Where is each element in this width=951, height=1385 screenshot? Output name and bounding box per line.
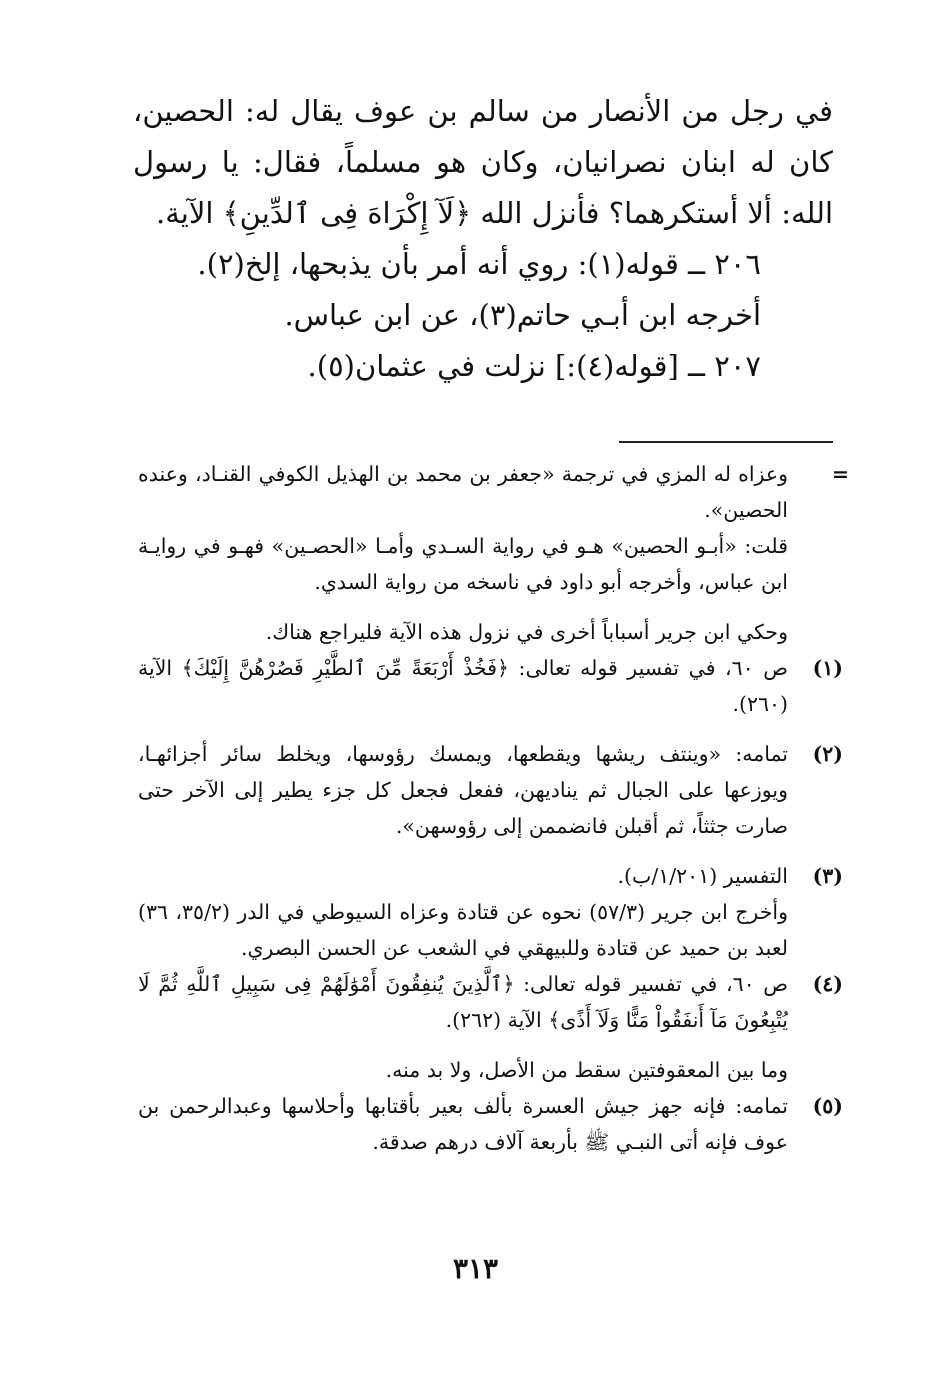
footnote-4 [138, 966, 843, 1038]
footnote-1 [138, 650, 843, 722]
footnote-cont-3: وحكي ابن جرير أسباباً أخرى في نزول هذه الآية فليراجع هناك. [265, 620, 788, 644]
footnote-continuation [138, 456, 849, 650]
footnote-text: ص ٦٠، في تفسير قوله تعالى: ﴿فَخُذْ أَرْبَعَةً مِّنَ ٱلطَّيْرِ فَصُرْهُنَّ إِلَيْكَ﴾ الآية (٢٦٠). [138, 656, 788, 716]
footnote-text: ص ٦٠، في تفسير قوله تعالى: ﴿ٱلَّذِينَ يُنفِقُونَ أَمْوَٰلَهُمْ فِى سَبِيلِ ٱللَّهِ ثُمَّ لَا يُتْبِعُونَ مَآ أَنفَقُواْ مَنًّا وَلَآ أَذًى﴾ الآية (٢٦٢). [138, 972, 788, 1032]
page-number: ٣١٣ [452, 1252, 499, 1285]
continuation-marker: = [831, 462, 849, 486]
footnote-text: وأخرج ابن جرير (٥٧/٣) نحوه عن قتادة وعزاه السيوطي في الدر (٣٥/٢، ٣٦) لعبد بن حميد عن قتادة وللبيهقي في الشعب عن الحسن البصري. [138, 900, 789, 960]
footnote-number: (٣) [812, 864, 843, 888]
footnote-3-addendum [138, 894, 843, 966]
footnote-number: (٤) [812, 972, 843, 996]
takhrij-206: أخرجه ابن أبـي حاتم(٣)، عن ابن عباس. [284, 298, 761, 332]
footnote-number: (٢) [812, 742, 843, 766]
footnotes [138, 456, 849, 1160]
footnote-text: تمامه: فإنه جهز جيش العسرة بألف بعير بأقتابها وأحلاسها وعبدالرحمن بن عوف فإنه أتى النبـي ﷺ بأربعة آلاف درهم صدقة. [138, 1094, 788, 1154]
footnote-4-addendum [138, 1052, 843, 1088]
footnote-cont-1: وعزاه له المزي في ترجمة «جعفر بن محمد بن الهذيل الكوفي القنـاد، وعنده الحصين». [138, 462, 788, 522]
item-207: ٢٠٧ ــ [قوله(٤):] نزلت في عثمان(٥). [307, 349, 761, 383]
footnote-number: (٥) [812, 1094, 843, 1118]
footnote-5 [138, 1088, 843, 1160]
item-206: ٢٠٦ ــ قوله(١): روي أنه أمر بأن يذبحها، إلخ(٢). [197, 247, 761, 281]
footnote-separator [619, 441, 833, 443]
footnote-text: التفسير (١/٢٠١/ب). [617, 864, 788, 888]
footnote-text: تمامه: «وينتف ريشها ويقطعها، ويمسك رؤوسها، ويخلط سائر أجزائهـا، ويوزعها على الجبال ثم يناديهن، ففعل فجعل كل جزء يطير إلى الآخر حتى صارت جثثاً، ثم أقبلن فانضممن إلى رؤوسهن». [138, 742, 788, 838]
main-text [133, 86, 833, 392]
footnote-text: وما بين المعقوفتين سقط من الأصل، ولا بد منه. [385, 1058, 788, 1082]
footnote-2 [138, 736, 843, 844]
footnote-number: (١) [812, 656, 843, 680]
paragraph-context: في رجل من الأنصار من سالم بن عوف يقال له: الحصين، كان له ابنان نصرانيان، وكان هو مسلماً، فقال: يا رسول الله: ألا أستكرهما؟ فأنزل الله ﴿لَآ إِكْرَاهَ فِى ٱلدِّينِ﴾ الآية. [133, 94, 833, 230]
footnote-3 [138, 858, 843, 894]
footnote-cont-2: قلت: «أبـو الحصين» هـو في رواية السـدي وأمـا «الحصـين» فهـو في روايـة ابن عباس، وأخرجه أبو داود في ناسخه من رواية السدي. [138, 534, 788, 594]
